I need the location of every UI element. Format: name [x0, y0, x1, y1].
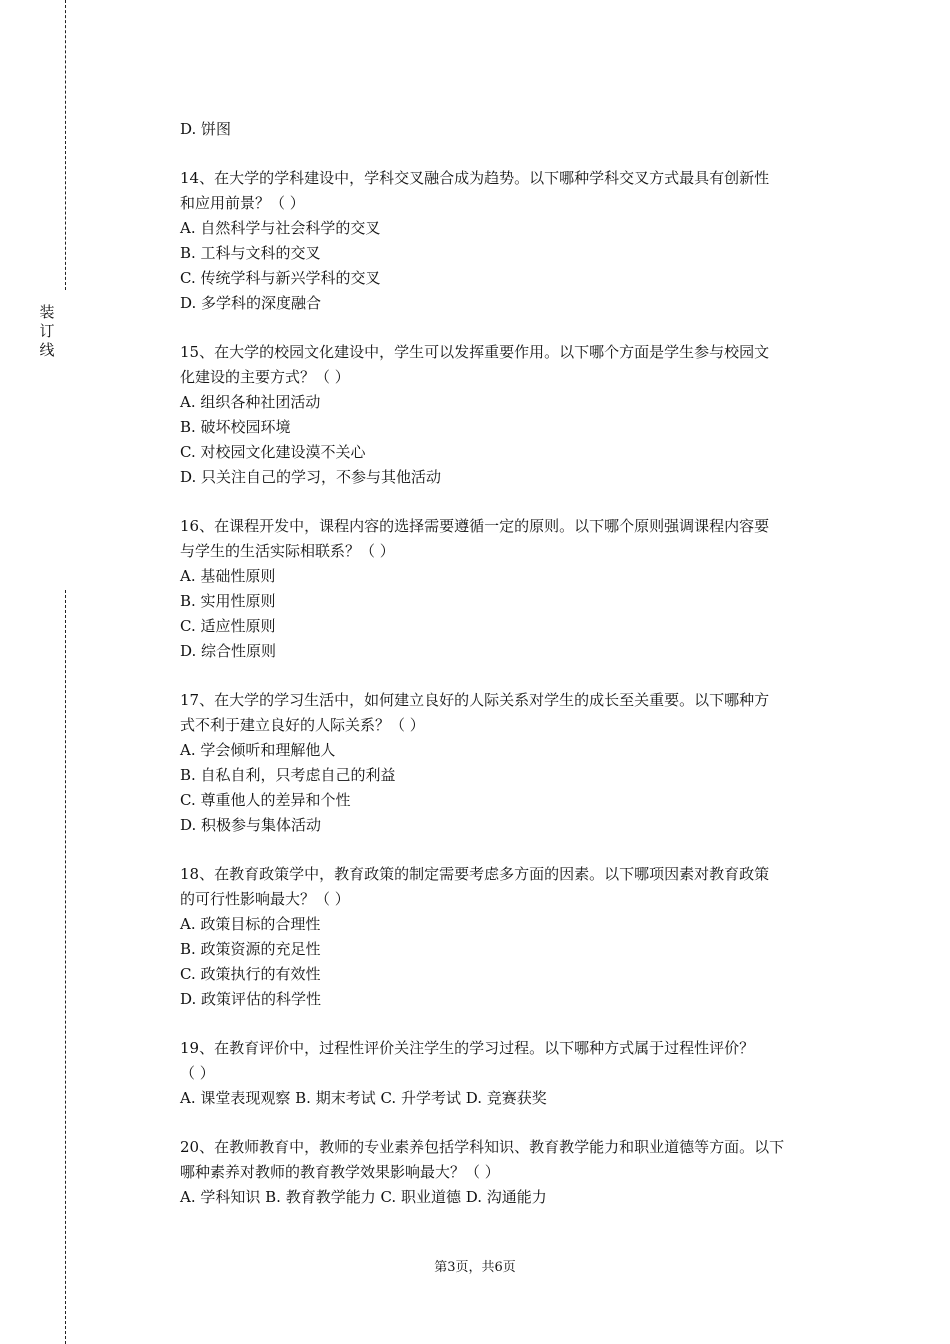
binding-line-bottom — [65, 590, 66, 1344]
options-inline: A. 学科知识 B. 教育教学能力 C. 职业道德 D. 沟通能力 — [180, 1188, 547, 1206]
option-d: D. 多学科的深度融合 — [180, 294, 322, 312]
option-c: C. 政策执行的有效性 — [180, 965, 321, 983]
stem-line: 的可行性影响最大？（ ） — [180, 890, 350, 908]
option-b: B. 自私自利，只考虑自己的利益 — [180, 766, 396, 784]
option-c: C. 传统学科与新兴学科的交叉 — [180, 269, 381, 287]
question-stem — [180, 1036, 838, 1086]
option-d: D. 政策评估的科学性 — [180, 990, 322, 1008]
question-18 — [180, 862, 838, 1012]
option-c: C. 尊重他人的差异和个性 — [180, 791, 351, 809]
option-a: A. 学会倾听和理解他人 — [180, 741, 336, 759]
stem-line: 19、在教育评价中，过程性评价关注学生的学习过程。以下哪种方式属于过程性评价？ — [180, 1039, 755, 1057]
question-19 — [180, 1036, 838, 1111]
options-inline: A. 课堂表现观察 B. 期末考试 C. 升学考试 D. 竞赛获奖 — [180, 1089, 547, 1107]
stem-line: 化建设的主要方式？（ ） — [180, 368, 350, 386]
stem-line: 与学生的生活实际相联系？（ ） — [180, 542, 395, 560]
stem-line: 17、在大学的学习生活中，如何建立良好的人际关系对学生的成长至关重要。以下哪种方 — [180, 691, 770, 709]
option-a: A. 政策目标的合理性 — [180, 915, 321, 933]
question-stem — [180, 514, 838, 564]
stem-line: 15、在大学的校园文化建设中，学生可以发挥重要作用。以下哪个方面是学生参与校园文 — [180, 343, 770, 361]
stem-line: 20、在教师教育中，教师的专业素养包括学科知识、教育教学能力和职业道德等方面。以下 — [180, 1138, 785, 1156]
question-20 — [180, 1135, 838, 1210]
option-b: B. 实用性原则 — [180, 592, 276, 610]
question-list — [180, 117, 838, 1210]
option-a: A. 自然科学与社会科学的交叉 — [180, 219, 381, 237]
option-d: D. 综合性原则 — [180, 642, 277, 660]
previous-question-option: D. 饼图 — [180, 120, 232, 138]
question-17 — [180, 688, 838, 838]
option-d: D. 只关注自己的学习，不参与其他活动 — [180, 468, 442, 486]
stem-line: 16、在课程开发中，课程内容的选择需要遵循一定的原则。以下哪个原则强调课程内容要 — [180, 517, 770, 535]
binding-line-top — [65, 0, 66, 290]
stem-line: 式不利于建立良好的人际关系？（ ） — [180, 716, 425, 734]
question-stem — [180, 340, 838, 390]
stem-line: 和应用前景？（ ） — [180, 194, 305, 212]
binding-label — [37, 303, 57, 360]
stem-line: （ ） — [180, 1064, 215, 1082]
question-stem — [180, 166, 838, 216]
binding-char: 装 — [39, 303, 55, 321]
option-b: B. 破坏校园环境 — [180, 418, 291, 436]
question-stem — [180, 1135, 838, 1185]
question-14 — [180, 166, 838, 316]
option-b: B. 工科与文科的交叉 — [180, 244, 321, 262]
binding-char: 订 — [39, 322, 55, 340]
stem-line: 18、在教育政策学中，教育政策的制定需要考虑多方面的因素。以下哪项因素对教育政策 — [180, 865, 770, 883]
page-number-footer: 第3页，共6页 — [434, 1260, 516, 1275]
question-16 — [180, 514, 838, 664]
question-stem — [180, 688, 838, 738]
binding-char: 线 — [39, 341, 55, 359]
question-15 — [180, 340, 838, 490]
option-d: D. 积极参与集体活动 — [180, 816, 322, 834]
option-a: A. 组织各种社团活动 — [180, 393, 321, 411]
option-a: A. 基础性原则 — [180, 567, 276, 585]
stem-line: 14、在大学的学科建设中，学科交叉融合成为趋势。以下哪种学科交叉方式最具有创新性 — [180, 169, 770, 187]
option-c: C. 对校园文化建设漠不关心 — [180, 443, 366, 461]
option-c: C. 适应性原则 — [180, 617, 276, 635]
option-b: B. 政策资源的充足性 — [180, 940, 321, 958]
stem-line: 哪种素养对教师的教育教学效果影响最大？（ ） — [180, 1163, 500, 1181]
question-stem — [180, 862, 838, 912]
